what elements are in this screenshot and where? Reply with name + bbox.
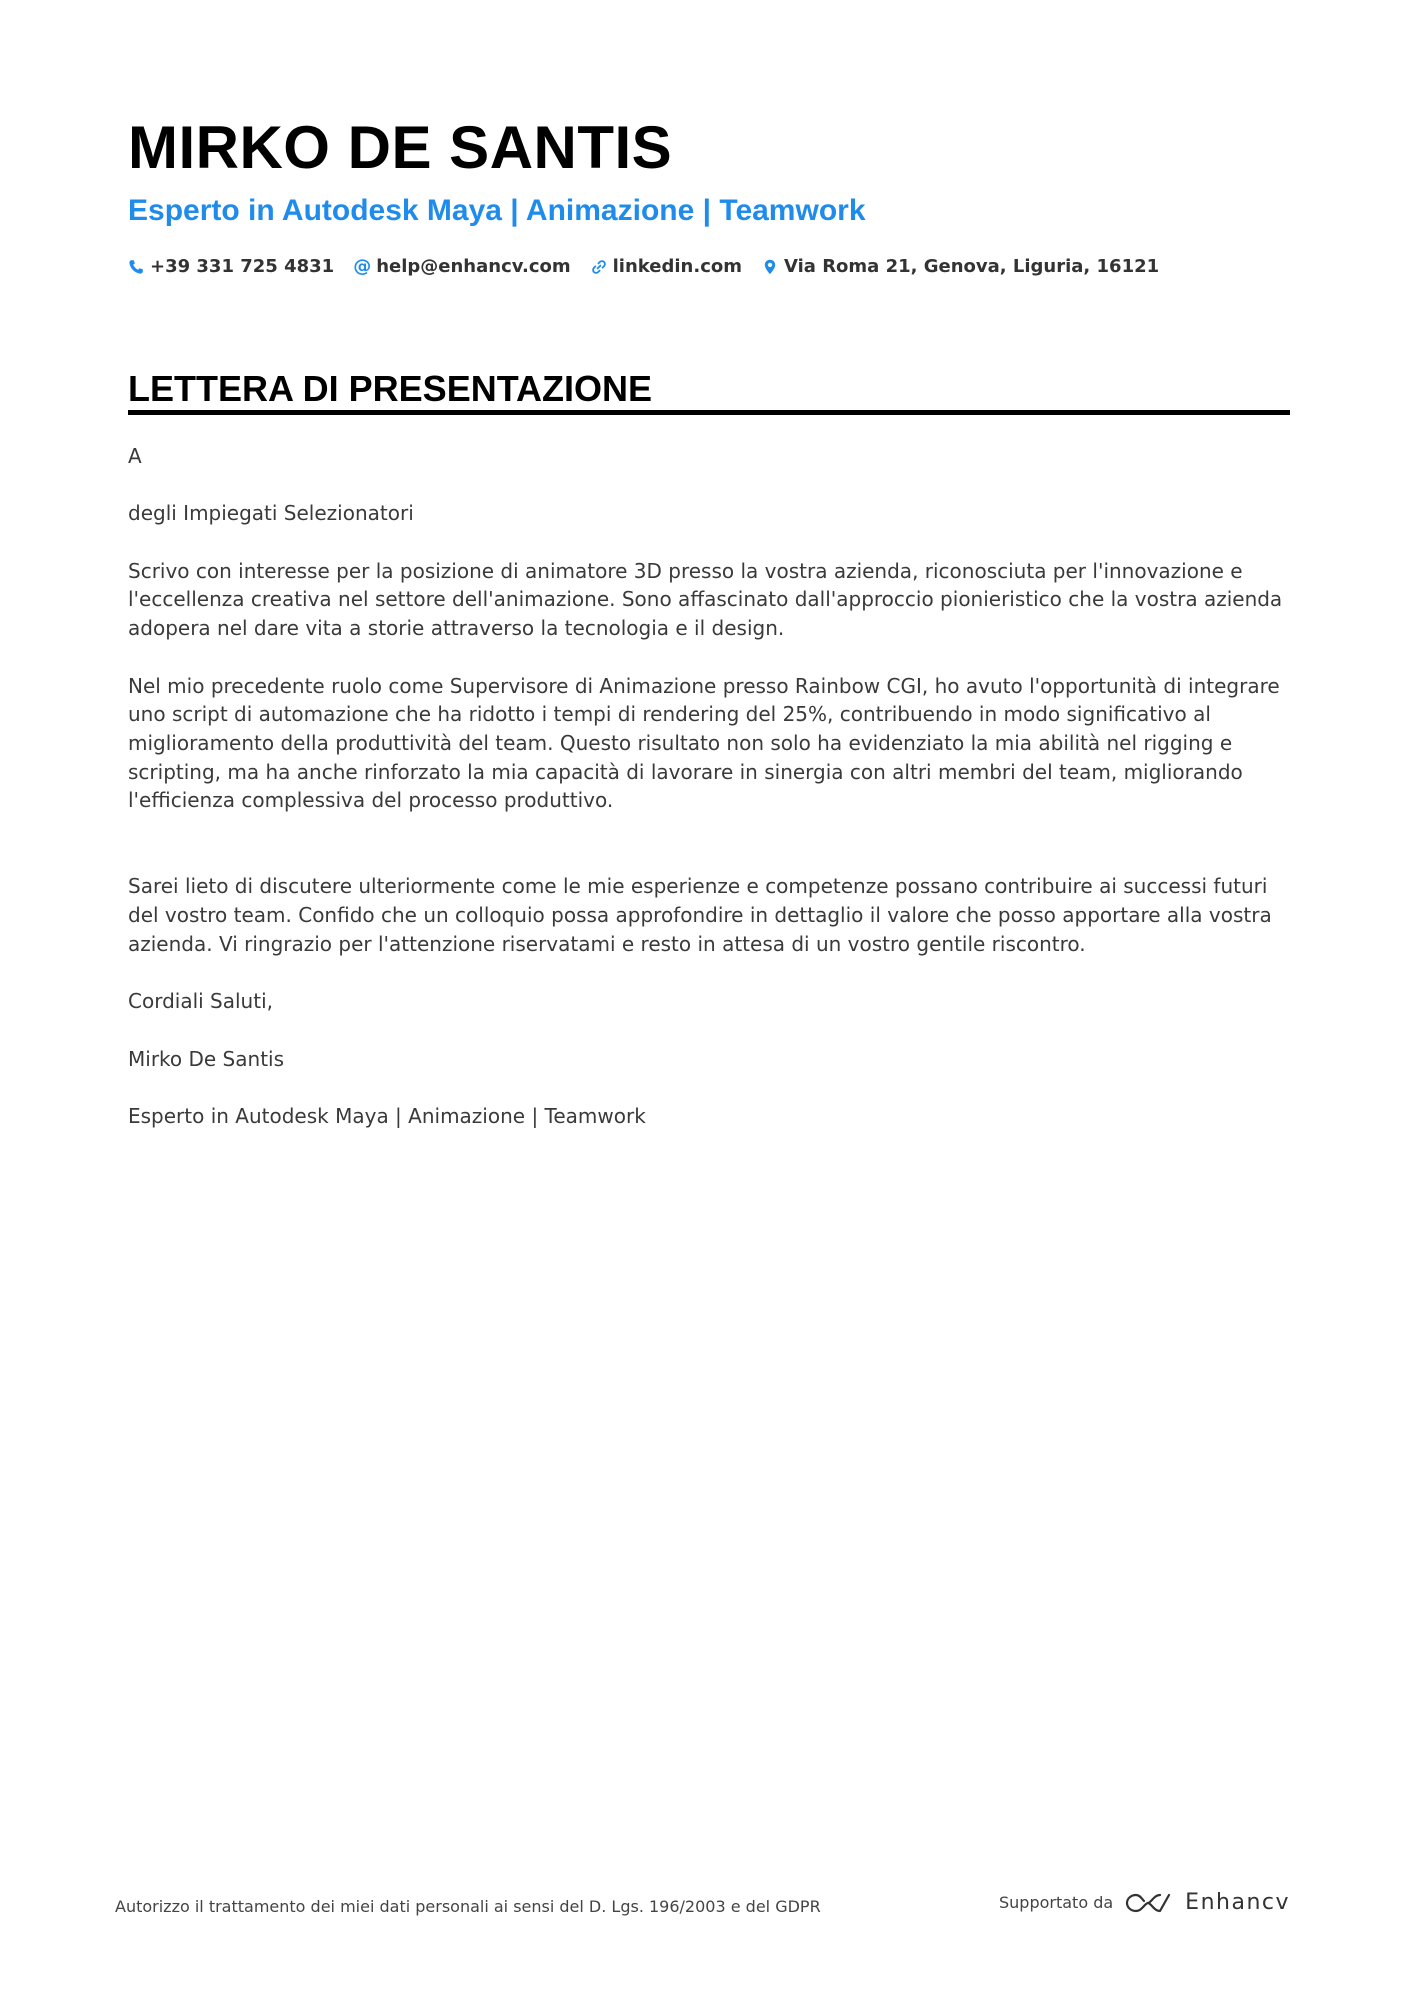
brand-name: Enhancv: [1185, 1890, 1290, 1915]
signature-name: Mirko De Santis: [128, 1046, 285, 1071]
privacy-consent: Autorizzo il trattamento dei miei dati personali ai sensi del D. Lgs. 196/2003 e del GDPR: [115, 1897, 821, 1916]
contact-website[interactable]: [591, 254, 742, 280]
location-pin-icon: [762, 259, 778, 275]
email-address: help@enhancv.com: [376, 256, 571, 277]
phone-number: +39 331 725 4831: [150, 256, 335, 277]
postal-address: Via Roma 21, Genova, Liguria, 16121: [784, 256, 1160, 277]
letter-body: [128, 442, 1290, 1159]
contact-bar: [128, 254, 1179, 280]
website-link: linkedin.com: [612, 256, 742, 277]
powered-by[interactable]: [999, 1890, 1290, 1916]
letter-paragraph: Sarei lieto di discutere ulteriormente come le mie esperienze e competenze possano contribuire ai successi futuri del vostro team. Confido che un colloquio possa approfondire in dettaglio il valore che posso apportare alla vostra azienda. Vi ringrazio per l'attenzione riservatami e resto in attesa di un vostro gentile riscontro.: [128, 874, 1272, 956]
letter-paragraph: Nel mio precedente ruolo come Supervisore di Animazione presso Rainbow CGI, ho avuto l'opportunità di integrare uno script di automazione che ha ridotto i tempi di rendering del 25%, contribuendo in modo significativo al miglioramento della produttività del team. Questo risultato non solo ha evidenziato la mia abilità nel rigging e scripting, ma ha anche rinforzato la mia capacità di lavorare in sinergia con altri membri del team, migliorando l'efficienza complessiva del processo produttivo.: [128, 673, 1280, 813]
candidate-headline: Esperto in Autodesk Maya | Animazione | Teamwork: [128, 194, 866, 227]
section-title: LETTERA DI PRESENTAZIONE: [128, 368, 653, 409]
phone-icon: [128, 259, 144, 275]
letter-closing: Cordiali Saluti,: [128, 989, 273, 1014]
candidate-name: MIRKO DE SANTIS: [128, 114, 673, 181]
link-icon: [591, 259, 607, 275]
contact-address: [762, 254, 1159, 280]
enhancv-logo-icon: [1125, 1890, 1171, 1916]
recipient-line: A: [128, 444, 142, 468]
powered-label: Supportato da: [999, 1893, 1114, 1912]
section-divider: [128, 410, 1290, 415]
contact-phone[interactable]: [128, 254, 334, 280]
signature-title: Esperto in Autodesk Maya | Animazione | Teamwork: [128, 1104, 646, 1129]
at-icon: @: [353, 256, 372, 277]
letter-paragraph: Scrivo con interesse per la posizione di animatore 3D presso la vostra azienda, riconosciuta per l'innovazione e l'eccellenza creativa nel settore dell'animazione. Sono affascinato dall'approccio pionieristico che la vostra azienda adopera nel dare vita a storie attraverso la tecnologia e il design.: [128, 558, 1283, 641]
recipient-line: degli Impiegati Selezionatori: [128, 501, 414, 526]
contact-email[interactable]: [354, 254, 570, 280]
